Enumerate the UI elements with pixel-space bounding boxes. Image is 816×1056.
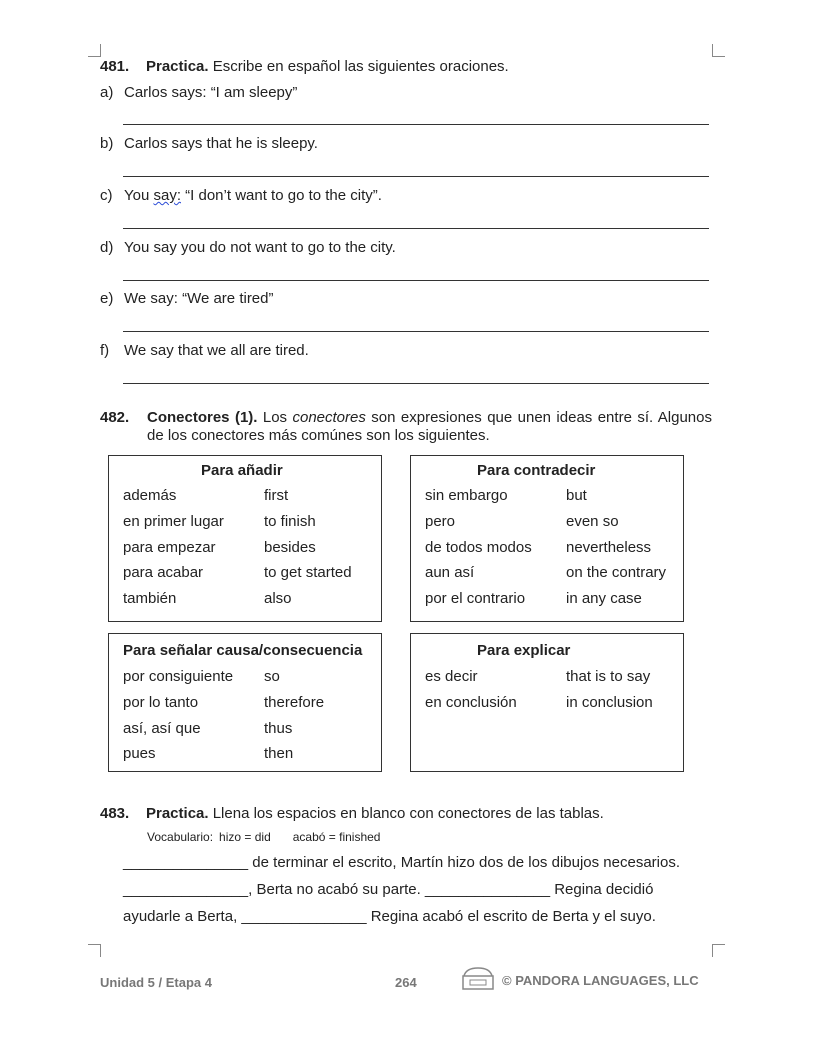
english-term: thus [264, 720, 293, 737]
fill-blank-line-1[interactable]: _______________ de terminar el escrito, Martín hizo dos de los dibujos necesarios. [123, 854, 681, 871]
connector-table-add [108, 455, 382, 622]
item-letter: e) [100, 290, 114, 307]
spanish-term: aun así [425, 564, 475, 581]
table-row [425, 564, 725, 584]
table-row [123, 539, 423, 559]
english-term: even so [566, 513, 619, 530]
english-term: on the contrary [566, 564, 667, 581]
english-term: nevertheless [566, 539, 652, 556]
english-term: also [264, 590, 292, 607]
table-row [123, 487, 423, 507]
pandora-box-icon [460, 966, 496, 995]
sentence-a [100, 84, 297, 101]
spanish-term: en primer lugar [123, 513, 224, 530]
exercise-482-header [100, 409, 712, 445]
sentence-text: We say that we all are tired. [124, 342, 309, 359]
footer-brand [460, 966, 699, 995]
answer-line-b[interactable] [123, 176, 709, 177]
table-title: Para señalar causa/consecuencia [123, 642, 363, 659]
spellcheck-flagged-word: say: [153, 187, 181, 204]
sentence-text: “I don’t want to go to the city”. [181, 187, 382, 204]
spanish-term: por el contrario [425, 590, 526, 607]
exercise-number: 481. [100, 58, 130, 75]
table-title: Para añadir [201, 462, 283, 479]
exercise-title: Conectores (1). [147, 409, 258, 426]
exercise-number: 482. [100, 409, 130, 426]
item-letter: f) [100, 342, 110, 359]
table-row [123, 694, 423, 714]
english-term: that is to say [566, 668, 651, 685]
crop-mark-top-left [88, 44, 101, 57]
spanish-term: también [123, 590, 177, 607]
exercise-481-header [100, 58, 509, 75]
answer-line-d[interactable] [123, 280, 709, 281]
item-letter: d) [100, 239, 114, 256]
answer-line-f[interactable] [123, 383, 709, 384]
spanish-term: por lo tanto [123, 694, 199, 711]
spanish-term: sin embargo [425, 487, 508, 504]
crop-mark-top-right [712, 44, 725, 57]
spanish-term: en conclusión [425, 694, 517, 711]
english-term: in any case [566, 590, 642, 607]
exercise-482-text [147, 409, 712, 445]
spanish-term: pues [123, 745, 156, 762]
sentence-f [100, 342, 309, 359]
table-row [123, 745, 423, 765]
connector-table-contradict [410, 455, 684, 622]
page-number: 264 [395, 975, 417, 990]
brand-text: © PANDORA LANGUAGES, LLC [502, 973, 699, 988]
item-letter: a) [100, 84, 114, 101]
sentence-c [100, 187, 382, 204]
sentence-text: Carlos says: “I am sleepy” [124, 84, 298, 101]
sentence-text: You say you do not want to go to the city. [124, 239, 396, 256]
table-row [425, 539, 725, 559]
table-row [425, 513, 725, 533]
spanish-term: además [123, 487, 177, 504]
spanish-term: es decir [425, 668, 478, 685]
answer-line-c[interactable] [123, 228, 709, 229]
english-term: first [264, 487, 289, 504]
vocab-item: acabó = finished [292, 830, 381, 844]
english-term: in conclusion [566, 694, 653, 711]
exercise-title: Practica. [146, 805, 209, 822]
text: Los [257, 409, 293, 426]
table-title: Para contradecir [477, 462, 596, 479]
table-row [425, 487, 725, 507]
exercise-instruction: Llena los espacios en blanco con conectores de las tablas. [212, 805, 604, 822]
english-term: besides [264, 539, 316, 556]
exercise-title: Practica. [146, 58, 209, 75]
vocab-label: Vocabulario: [147, 830, 214, 844]
exercise-483-header [100, 805, 604, 822]
table-row [123, 564, 423, 584]
table-title: Para explicar [477, 642, 571, 659]
english-term: to get started [264, 564, 352, 581]
spanish-term: pero [425, 513, 456, 530]
vocabulary-note [147, 830, 386, 844]
italic-term: conectores [292, 409, 366, 426]
crop-mark-bottom-right [712, 944, 725, 957]
spanish-term: de todos modos [425, 539, 532, 556]
table-row [425, 668, 725, 688]
answer-line-a[interactable] [123, 124, 709, 125]
english-term: therefore [264, 694, 325, 711]
spanish-term: para empezar [123, 539, 216, 556]
sentence-b [100, 135, 318, 152]
spanish-term: por consiguiente [123, 668, 234, 685]
sentence-d [100, 239, 396, 256]
footer-unit: Unidad 5 / Etapa 4 [100, 975, 212, 990]
crop-mark-bottom-left [88, 944, 101, 957]
table-row [123, 590, 423, 610]
connector-table-explain [410, 633, 684, 772]
table-row [425, 590, 725, 610]
table-row [123, 668, 423, 688]
english-term: to finish [264, 513, 316, 530]
english-term: but [566, 487, 587, 504]
fill-blank-line-3[interactable]: ayudarle a Berta, _______________ Regina acabó el escrito de Berta y el suyo. [123, 908, 656, 925]
english-term: then [264, 745, 294, 762]
connector-table-cause [108, 633, 382, 772]
table-row [123, 513, 423, 533]
table-row [425, 694, 725, 714]
english-term: so [264, 668, 280, 685]
spanish-term: así, así que [123, 720, 201, 737]
exercise-instruction: Escribe en español las siguientes oraciones. [212, 58, 509, 75]
sentence-text: You [124, 187, 154, 204]
sentence-text: Carlos says that he is sleepy. [124, 135, 318, 152]
item-letter: c) [100, 187, 113, 204]
sentence-text: We say: “We are tired” [124, 290, 274, 307]
vocab-item: hizo = did [219, 830, 271, 844]
item-letter: b) [100, 135, 114, 152]
sentence-e [100, 290, 274, 307]
table-row [123, 720, 423, 740]
fill-blank-line-2[interactable]: _______________, Berta no acabó su parte. _______________ Regina decidió [123, 881, 654, 898]
answer-line-e[interactable] [123, 331, 709, 332]
exercise-number: 483. [100, 805, 130, 822]
text: son expresiones que unen ideas entre sí. Algunos de los conectores más comúnes son los siguientes. [147, 409, 712, 444]
spanish-term: para acabar [123, 564, 204, 581]
